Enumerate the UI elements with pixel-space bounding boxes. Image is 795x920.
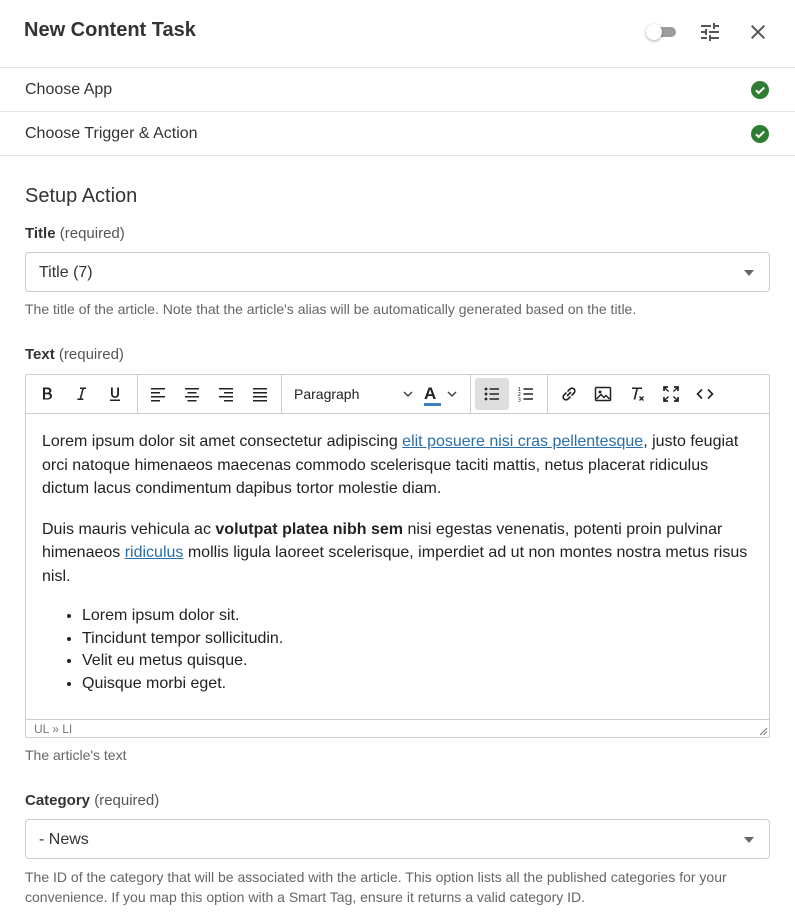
select-value: Title (7) bbox=[39, 264, 93, 281]
list-item: • Quisque morbi eget. bbox=[82, 673, 757, 696]
list-item: • Velit eu metus quisque. bbox=[82, 650, 757, 673]
image-button[interactable] bbox=[586, 378, 620, 410]
header bbox=[0, 0, 795, 68]
text-help-text: The article's text bbox=[25, 747, 127, 763]
rich-text-editor[interactable] bbox=[25, 374, 770, 738]
category-help-text: The ID of the category that will be associated with the article. This option lists all the published categories for your convenience. If you map this option with a Smart Tag, ensure it returns a valid category ID. bbox=[25, 869, 727, 905]
label-text: Text bbox=[25, 346, 55, 363]
editor-toolbar bbox=[26, 375, 769, 414]
category-field-label bbox=[25, 792, 159, 809]
text-run: , justo feugiat orci natoque himenaeos maecenas commodo scelerisque taciti mattis, netus placerat ridiculus dictum lacus condimentum dapibus tortor molestie diam. bbox=[42, 433, 739, 497]
editor-content[interactable] bbox=[42, 430, 757, 695]
align-right-button[interactable] bbox=[209, 378, 243, 410]
text-run: Duis mauris vehicula ac bbox=[42, 520, 216, 538]
step-choose-app[interactable] bbox=[0, 68, 795, 112]
toolbar-separator bbox=[137, 375, 138, 414]
select-value: - News bbox=[39, 831, 89, 848]
align-justify-button[interactable] bbox=[243, 378, 277, 410]
paragraph bbox=[42, 430, 757, 501]
check-circle-icon bbox=[751, 125, 769, 143]
align-left-button[interactable] bbox=[141, 378, 175, 410]
element-path[interactable]: UL » LI bbox=[34, 722, 73, 736]
block-format-value: Paragraph bbox=[294, 386, 360, 402]
title-select[interactable] bbox=[25, 252, 770, 292]
section-title: Setup Action bbox=[25, 185, 138, 207]
content-link[interactable]: ridiculus bbox=[124, 544, 184, 561]
toolbar-separator bbox=[470, 375, 471, 414]
caret-down-icon bbox=[744, 837, 754, 843]
italic-button[interactable] bbox=[64, 378, 98, 410]
step-choose-trigger-action[interactable] bbox=[0, 112, 795, 156]
toggle-switch[interactable] bbox=[646, 24, 676, 40]
svg-text:2: 2 bbox=[517, 392, 521, 399]
bold-button[interactable] bbox=[30, 378, 64, 410]
text-run: nisi egestas venenatis, potenti proin pulvinar himenaeos bbox=[42, 520, 723, 561]
paragraph bbox=[42, 518, 757, 589]
required-hint: (required) bbox=[94, 792, 160, 809]
title-field-label bbox=[25, 225, 125, 242]
toolbar-separator bbox=[547, 375, 548, 414]
step-label: Choose App bbox=[25, 81, 113, 98]
bullet-list-button[interactable] bbox=[475, 378, 509, 410]
svg-text:3: 3 bbox=[517, 397, 521, 404]
numbered-list-button[interactable] bbox=[509, 378, 543, 410]
fullscreen-button[interactable] bbox=[654, 378, 688, 410]
bullet-list bbox=[82, 605, 757, 695]
label-text: Title bbox=[25, 225, 56, 242]
text-color-swatch bbox=[424, 403, 441, 406]
step-label: Choose Trigger & Action bbox=[25, 125, 198, 142]
page-title: New Content Task bbox=[24, 19, 196, 41]
close-icon[interactable] bbox=[746, 20, 770, 44]
resize-handle-icon[interactable] bbox=[758, 726, 768, 736]
content-link[interactable]: elit posuere nisi cras pellentesque bbox=[402, 433, 644, 450]
check-circle-icon bbox=[751, 81, 769, 99]
svg-text:1: 1 bbox=[517, 387, 521, 393]
clear-formatting-button[interactable] bbox=[620, 378, 654, 410]
chevron-down-icon bbox=[446, 388, 458, 400]
toggle-knob bbox=[646, 24, 662, 40]
required-hint: (required) bbox=[58, 346, 124, 363]
toolbar-separator bbox=[281, 375, 282, 414]
category-select[interactable] bbox=[25, 819, 770, 859]
title-help-text: The title of the article. Note that the article's alias will be automatically generated based on the title. bbox=[25, 301, 637, 317]
block-format-select[interactable] bbox=[284, 378, 414, 410]
underline-button[interactable] bbox=[98, 378, 132, 410]
text-color-icon: A bbox=[424, 384, 437, 403]
align-center-button[interactable] bbox=[175, 378, 209, 410]
list-item: • Lorem ipsum dolor sit. bbox=[82, 605, 757, 628]
list-item: • Tincidunt tempor sollicitudin. bbox=[82, 628, 757, 651]
source-code-button[interactable] bbox=[688, 378, 722, 410]
bold-text: volutpat platea nibh sem bbox=[215, 520, 403, 538]
sliders-icon[interactable] bbox=[698, 20, 722, 44]
label-text: Category bbox=[25, 792, 91, 809]
text-color-button[interactable] bbox=[418, 378, 466, 410]
caret-down-icon bbox=[744, 270, 754, 276]
text-run: Lorem ipsum dolor sit amet consectetur adipiscing bbox=[42, 433, 403, 450]
text-field-label bbox=[25, 346, 124, 363]
link-button[interactable] bbox=[552, 378, 586, 410]
editor-statusbar bbox=[26, 719, 769, 737]
required-hint: (required) bbox=[59, 225, 125, 242]
chevron-down-icon bbox=[402, 388, 414, 400]
text-run: mollis ligula laoreet scelerisque, imperdiet ad ut non montes nostra metus risus nisl. bbox=[42, 544, 748, 585]
